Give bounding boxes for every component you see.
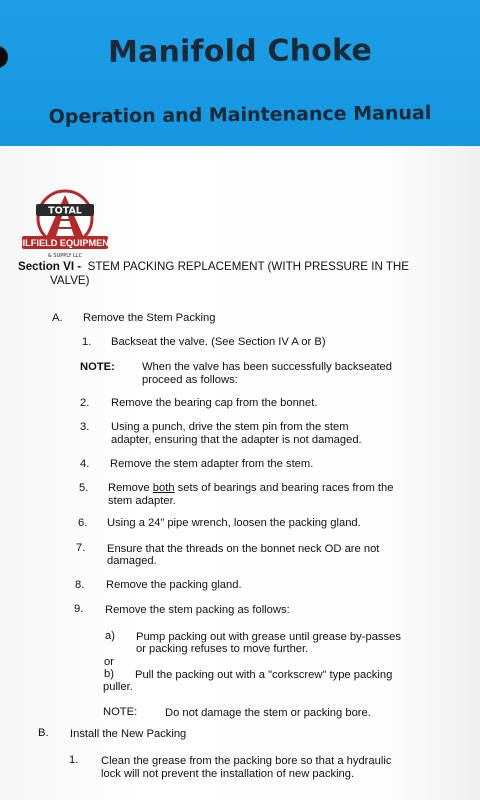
step-a1-text: Backseat the valve. (See Section IV A or B) xyxy=(111,336,326,348)
note-text-line2: proceed as follows: xyxy=(142,374,238,386)
step-a3-text-line1: Using a punch, drive the stem pin from the stem xyxy=(111,421,349,433)
part-a-heading: Remove the Stem Packing xyxy=(83,312,216,324)
step-a2-number: 2. xyxy=(80,397,90,409)
step-a5-post: sets of bearings and bearing races from the xyxy=(174,482,394,494)
step-a6-number: 6. xyxy=(78,517,88,529)
option-b-line2: puller. xyxy=(103,681,133,693)
step-a5-number: 5. xyxy=(79,482,89,494)
section-title-line2: VALVE) xyxy=(50,274,90,287)
option-a-marker: a) xyxy=(105,630,115,642)
step-a5-underlined: both xyxy=(152,482,175,494)
note-label: NOTE: xyxy=(80,361,115,373)
step-b1-text-line1: Clean the grease from the packing bore so that a hydraulic xyxy=(101,755,392,767)
logo-word-top: TOTAL xyxy=(48,205,82,217)
step-a3-number: 3. xyxy=(80,421,90,433)
section-title-line1: STEM PACKING REPLACEMENT (WITH PRESSURE IN THE xyxy=(87,260,410,273)
step-a7-text-line1: Ensure that the threads on the bonnet neck OD are not xyxy=(107,543,380,555)
step-b1-number: 1. xyxy=(69,754,79,766)
step-a9-text: Remove the stem packing as follows: xyxy=(105,604,290,616)
step-a5-pre: Remove xyxy=(108,482,153,494)
part-a-marker: A. xyxy=(52,312,63,324)
step-a6-text: Using a 24” pipe wrench, loosen the packing gland. xyxy=(107,517,361,529)
step-a5-text-line1 xyxy=(108,482,393,495)
note2-label: NOTE: xyxy=(103,706,138,718)
step-a7-number: 7. xyxy=(76,542,86,554)
part-b-heading: Install the New Packing xyxy=(70,728,187,740)
logo-word-main: OILFIELD EQUIPMENT xyxy=(15,238,115,248)
step-a1-number: 1. xyxy=(82,336,92,348)
option-or: or xyxy=(104,656,114,668)
logo-word-sub: & SUPPLY LLC xyxy=(47,253,83,259)
section-heading xyxy=(18,260,409,273)
note2-text: Do not damage the stem or packing bore. xyxy=(165,707,371,719)
note-text-line1: When the valve has been successfully backseated xyxy=(142,361,392,373)
part-b-marker: B. xyxy=(38,727,49,739)
manual-subtitle: Operation and Maintenance Manual xyxy=(48,101,432,129)
option-b-line1: Pull the packing out with a "corkscrew" type packing xyxy=(135,669,393,681)
section-label: Section VI - xyxy=(18,260,82,273)
option-b-marker: b) xyxy=(104,668,114,680)
option-a-line2: or packing refuses to move further. xyxy=(136,643,309,655)
step-a4-number: 4. xyxy=(80,458,90,470)
step-a8-number: 8. xyxy=(75,579,85,591)
step-a9-number: 9. xyxy=(74,603,84,615)
step-a4-text: Remove the stem adapter from the stem. xyxy=(110,458,314,470)
header-banner xyxy=(0,0,480,146)
step-a7-text-line2: damaged. xyxy=(107,555,157,567)
step-a2-text: Remove the bearing cap from the bonnet. xyxy=(111,397,318,409)
step-b1-text-line2: lock will not prevent the installation of new packing. xyxy=(101,768,355,780)
manual-title: Manifold Choke xyxy=(107,33,373,70)
step-a3-text-line2: adapter, ensuring that the adapter is not damaged. xyxy=(111,434,362,446)
step-a8-text: Remove the packing gland. xyxy=(106,579,242,591)
step-a5-text-line2: stem adapter. xyxy=(108,495,176,507)
company-logo xyxy=(15,190,115,262)
option-a-line1: Pump packing out with grease until grease by-passes xyxy=(136,631,401,643)
